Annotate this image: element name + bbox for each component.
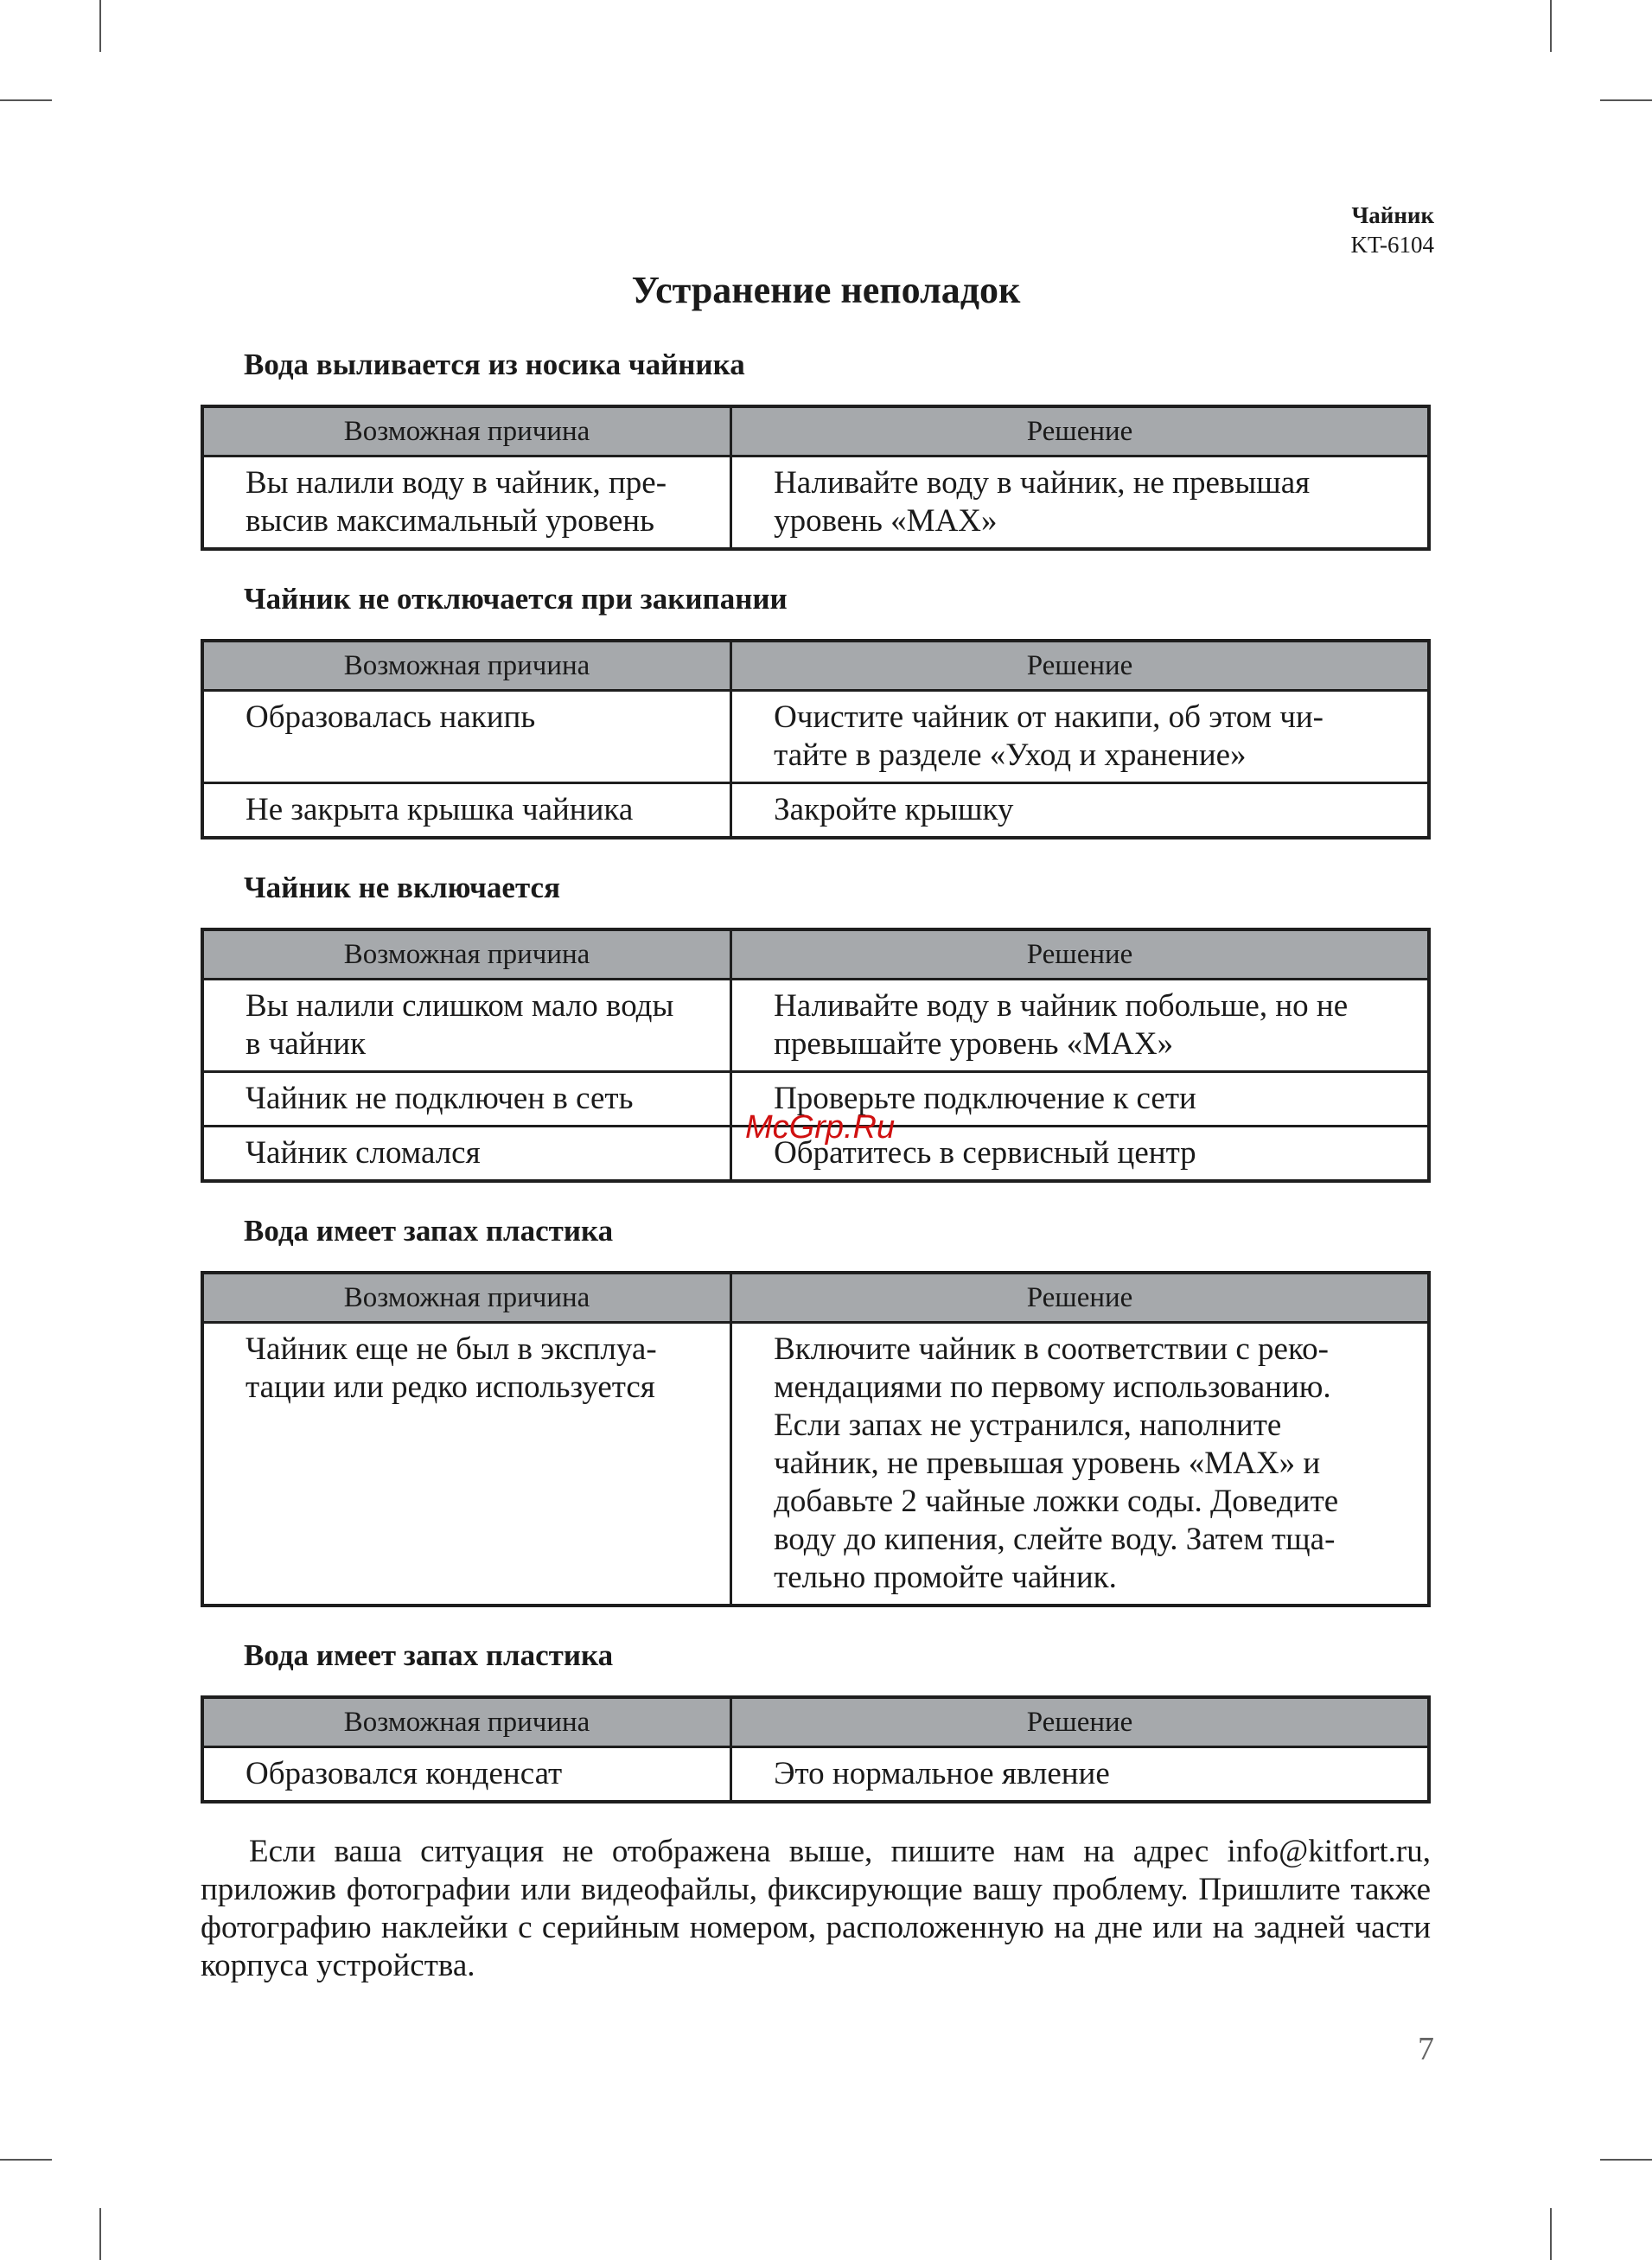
column-header-cause: Возможная причина [202, 929, 731, 980]
column-header-cause: Возможная причина [202, 641, 731, 691]
crop-mark [0, 2159, 52, 2161]
table-row [202, 783, 1429, 839]
table-row [202, 1747, 1429, 1803]
column-header-cause: Возможная причина [202, 1273, 731, 1323]
watermark: McGrp.Ru [745, 1109, 896, 1146]
section-title: Чайник не включается [244, 871, 561, 904]
solution-cell: Это нормальное явление [731, 1747, 1429, 1803]
column-header-solution: Решение [731, 1697, 1429, 1747]
crop-mark [0, 99, 52, 101]
solution-cell: Проверьте подключение к сети [731, 1072, 1429, 1127]
running-header [1350, 201, 1434, 259]
cause-cell: Вы налили слишком мало воды в чайник [202, 980, 731, 1072]
troubleshooting-table [201, 639, 1431, 840]
section-title: Вода имеет запах пластика [244, 1638, 614, 1672]
section-title: Чайник не отключается при закипании [244, 582, 788, 616]
column-header-solution: Решение [731, 1273, 1429, 1323]
cause-cell: Не закрыта крышка чайника [202, 783, 731, 839]
model-number: KT-6104 [1350, 232, 1434, 258]
solution-cell: Обратитесь в сервисный центр [731, 1127, 1429, 1182]
section-title: Вода выливается из носика чайника [244, 348, 745, 381]
cause-cell: Чайник сломался [202, 1127, 731, 1182]
section-title: Вода имеет запах пластика [244, 1214, 614, 1248]
column-header-cause: Возможная причина [202, 1697, 731, 1747]
table-row [202, 456, 1429, 550]
solution-cell: Наливайте воду в чайник побольше, но не превышайте уровень «MAX» [731, 980, 1429, 1072]
table-row [202, 980, 1429, 1072]
crop-mark [1550, 2208, 1552, 2260]
troubleshooting-table [201, 405, 1431, 551]
solution-cell: Наливайте воду в чайник, не превышая уровень «MAX» [731, 456, 1429, 550]
solution-cell: Закройте крышку [731, 783, 1429, 839]
troubleshooting-table [201, 1271, 1431, 1607]
cause-cell: Образовалась накипь [202, 691, 731, 783]
crop-mark [99, 0, 101, 52]
column-header-cause: Возможная причина [202, 406, 731, 456]
table-row [202, 691, 1429, 783]
troubleshooting-table [201, 1695, 1431, 1804]
solution-cell: Включите чайник в соответствии с реко- мендациями по первому использованию. Если запах не устранился, наполните чайник, не превышая уровень «MAX» и добавьте 2 чайные ложки соды. Доведите воду до кипения, слейте воду. Затем тща- тельно промойте чайник. [731, 1323, 1429, 1606]
table-row [202, 1323, 1429, 1606]
troubleshooting-content [201, 346, 1431, 1985]
column-header-solution: Решение [731, 929, 1429, 980]
cause-cell: Образовался конденсат [202, 1747, 731, 1803]
crop-mark [1600, 2159, 1652, 2161]
cause-cell: Чайник не подключен в сеть [202, 1072, 731, 1127]
crop-mark [99, 2208, 101, 2260]
solution-cell: Очистите чайник от накипи, об этом чи- тайте в разделе «Уход и хранение» [731, 691, 1429, 783]
cause-cell: Чайник еще не был в эксплуа- тации или редко используется [202, 1323, 731, 1606]
page-number: 7 [1418, 2031, 1434, 2067]
contact-note: Если ваша ситуация не отображена выше, пишите нам на адрес info@kitfort.ru, приложив фотографии или видеофайлы, фиксирующие вашу проблему. Пришлите также фотографию наклейки с серийным номером, расположенную на дне или на задней части корпуса устройства. [201, 1834, 1431, 1983]
product-name: Чайник [1351, 202, 1434, 228]
column-header-solution: Решение [731, 406, 1429, 456]
crop-mark [1550, 0, 1552, 52]
page-title: Устранение неполадок [631, 269, 1021, 311]
column-header-solution: Решение [731, 641, 1429, 691]
crop-mark [1600, 99, 1652, 101]
cause-cell: Вы налили воду в чайник, пре- высив максимальный уровень [202, 456, 731, 550]
